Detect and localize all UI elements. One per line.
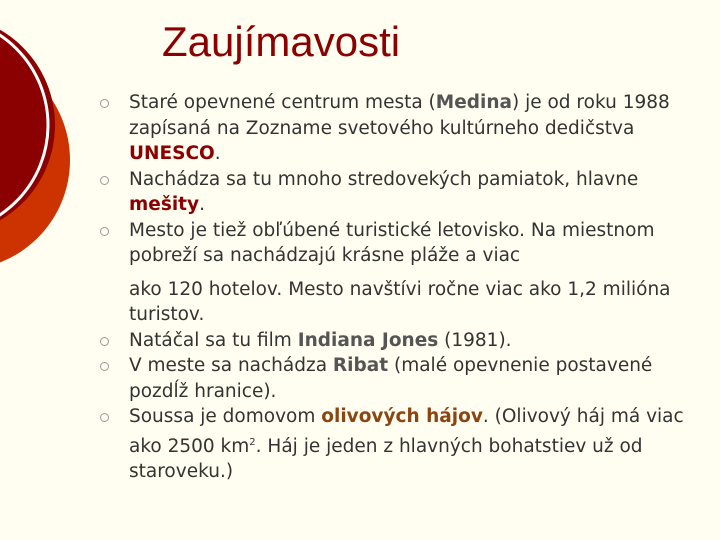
bullet-circle-icon xyxy=(100,227,109,236)
list-item: V meste sa nachádza Ribat (malé opevnenie postavené pozdĺž hranice). xyxy=(100,353,700,404)
list-item: Mesto je tiež obľúbené turistické letovisko. Na miestnom pobreží sa nachádzajú krásne pláže a viac ako 120 hotelov. Mesto navštívi ročne viac ako 1,2 milióna turistov. xyxy=(100,218,700,328)
bullet-circle-icon xyxy=(100,413,109,422)
bullet-list xyxy=(100,90,700,485)
bullet-circle-icon xyxy=(100,337,109,346)
bullet-circle-icon xyxy=(100,362,109,371)
list-item: Natáčal sa tu film Indiana Jones (1981). xyxy=(100,328,700,354)
bullet-circle-icon xyxy=(100,176,109,185)
page-title: Zaujímavosti xyxy=(162,18,401,65)
list-item: Soussa je domovom olivových hájov. (Olivový háj má viac ako 2500 $km^2$. Háj je jeden z hlavných bohatstiev už od staroveku.) xyxy=(100,404,700,485)
bullet-circle-icon xyxy=(100,99,109,108)
decorative-circles xyxy=(0,0,80,300)
list-item-continuation: ako 120 hotelov. Mesto navštívi ročne viac ako 1,2 milióna turistov. xyxy=(129,278,671,325)
list-item: Nachádza sa tu mnoho stredovekých pamiatok, hlavne mešity. xyxy=(100,167,700,218)
list-item: Staré opevnené centrum mesta (Medina) je od roku 1988 zapísaná na Zozname svetového kultúrneho dedičstva UNESCO. xyxy=(100,90,700,167)
